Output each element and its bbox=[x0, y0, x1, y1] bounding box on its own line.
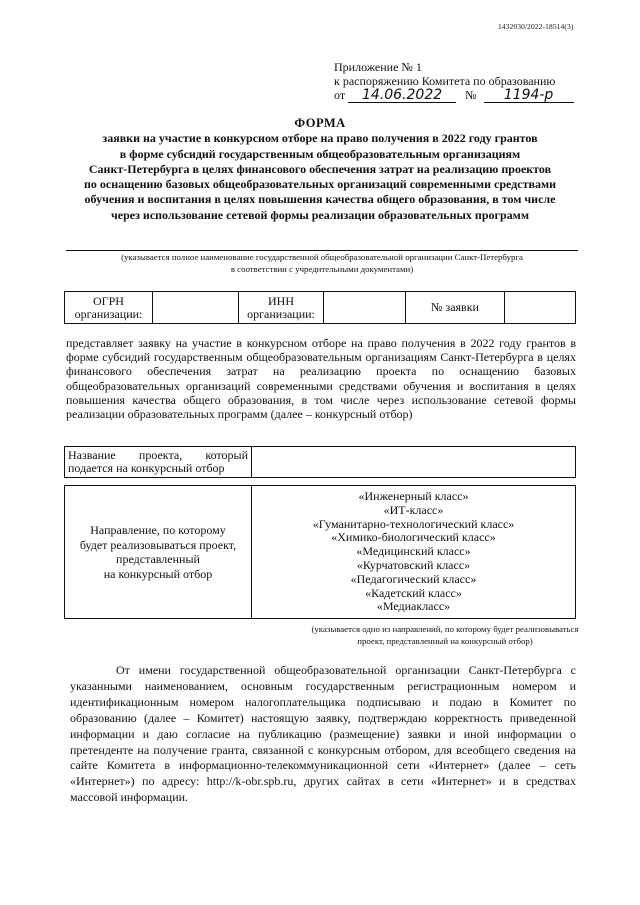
number-label: № bbox=[465, 88, 477, 102]
direction-option-humanitarian-tech[interactable]: «Гуманитарно-технологический класс» bbox=[312, 516, 515, 531]
title-line: Санкт-Петербурга в целях финансового обеспечения затрат на реализацию проектов bbox=[88, 161, 552, 176]
org-name-hint bbox=[66, 251, 578, 275]
appendix-date-line bbox=[334, 88, 574, 103]
appendix-line-1: Приложение № 1 bbox=[334, 60, 422, 74]
project-table bbox=[64, 446, 576, 478]
direction-option-cadet[interactable]: «Кадетский класс» bbox=[365, 585, 462, 600]
title-line: в форме субсидий государственным общеобразовательным организациям bbox=[119, 146, 521, 161]
org-hint-line-2: в соответствии с учредительными документами) bbox=[230, 264, 414, 274]
project-label-cell bbox=[65, 447, 252, 478]
from-label: от bbox=[334, 88, 346, 102]
project-label-1: Название проекта, который bbox=[68, 448, 248, 462]
handwritten-number: 1194-р bbox=[484, 89, 574, 103]
direction-option-engineering[interactable]: «Инженерный класс» bbox=[358, 489, 469, 503]
appendix-header bbox=[334, 60, 574, 103]
direction-hint bbox=[300, 624, 590, 648]
direction-option-it[interactable]: «ИТ-класс» bbox=[383, 502, 444, 517]
direction-label-line: представленный bbox=[116, 552, 200, 567]
inn-label-2: организации: bbox=[247, 306, 315, 321]
ogrn-label-cell bbox=[65, 292, 153, 324]
direction-option-kurchatov[interactable]: «Курчатовский класс» bbox=[356, 557, 471, 572]
intro-paragraph: представляет заявку на участие в конкурсном отборе на право получения в 2022 году грантов в форме субсидий государственным общеобразовательным организациям Санкт-Петербурга в целях финансового обеспечения затрат на реализацию проекта по оснащению базовых общеобразовательных организаций современными средствами обучения и воспитания в целях повышения качества общего образования, в том числе через использование сетевой формы реализации образовательных программ (далее – конкурсный отбор) bbox=[66, 336, 576, 422]
direction-label-line: Направление, по которому bbox=[90, 523, 226, 538]
document-number: 1432030/2022-18514(3) bbox=[498, 22, 574, 31]
handwritten-date: 14.06.2022 bbox=[348, 89, 456, 103]
direction-option-pedagogical[interactable]: «Педагогический класс» bbox=[350, 571, 477, 586]
title-line: через использование сетевой формы реализации образовательных программ bbox=[110, 207, 529, 222]
ogrn-label: ОГРН bbox=[93, 293, 124, 308]
org-hint-line-1: (указывается полное наименование государственной общеобразовательной организации Санкт-Петербурга bbox=[121, 252, 523, 262]
project-name-value-cell[interactable] bbox=[252, 447, 576, 478]
direction-label-line: на конкурсный отбор bbox=[103, 566, 213, 581]
ogrn-label-2: организации: bbox=[74, 306, 143, 321]
direction-hint-line-2: проект, представленный на конкурсный отбор) bbox=[357, 635, 533, 646]
title-line: обучения и воспитания в целях повышения качества общего образования, в том числе bbox=[84, 192, 556, 207]
title-line: по оснащению базовых общеобразовательных организаций современными средствами bbox=[83, 177, 557, 192]
direction-options-cell bbox=[252, 486, 576, 619]
inn-label-cell bbox=[239, 292, 324, 324]
project-label-2: подается на конкурсный отбор bbox=[68, 461, 225, 475]
application-number-value-cell[interactable] bbox=[505, 292, 576, 324]
ogrn-value-cell[interactable] bbox=[153, 292, 239, 324]
direction-option-media[interactable]: «Медиакласс» bbox=[376, 599, 451, 614]
application-number-label: № заявки bbox=[406, 292, 505, 324]
direction-label-line: будет реализовываться проект, bbox=[79, 537, 237, 552]
final-paragraph bbox=[70, 663, 576, 806]
direction-table bbox=[64, 485, 576, 619]
form-title bbox=[60, 116, 580, 223]
direction-option-medical[interactable]: «Медицинский класс» bbox=[356, 544, 471, 559]
direction-option-chem-bio[interactable]: «Химико-биологический класс» bbox=[331, 530, 496, 545]
appendix-line-2: к распоряжению Комитета по образованию bbox=[334, 74, 556, 88]
title-heading: ФОРМА bbox=[294, 116, 346, 130]
ids-table bbox=[64, 291, 576, 324]
inn-label: ИНН bbox=[268, 293, 294, 308]
title-line: заявки на участие в конкурсном отборе на право получения в 2022 году грантов bbox=[102, 131, 538, 146]
inn-value-cell[interactable] bbox=[324, 292, 406, 324]
direction-hint-line-1: (указывается одно из направлений, по которому будет реализовываться bbox=[311, 624, 579, 634]
direction-label-cell bbox=[65, 486, 252, 619]
final-paragraph-text: От имени государственной общеобразовательной организации Санкт-Петербурга с указанными наименованием, основным государственным регистрационным номером и идентификационным номером налогоплательщика подписываю и подаю в Комитет по образованию (далее – Комитет) настоящую заявку, подтверждаю корректность приведенной информации и даю согласие на публикацию (размещение) заявки и иной информации о претенденте на получение гранта, связанной с конкурсным отбором, для всеобщего сведения на сайте Комитета в информационно-телекоммуникационной сети «Интернет» (далее – сеть «Интернет») по адресу: http://k-obr.spb.ru, других сайтах в сети «Интернет» и в средствах массовой информации. bbox=[70, 663, 576, 805]
